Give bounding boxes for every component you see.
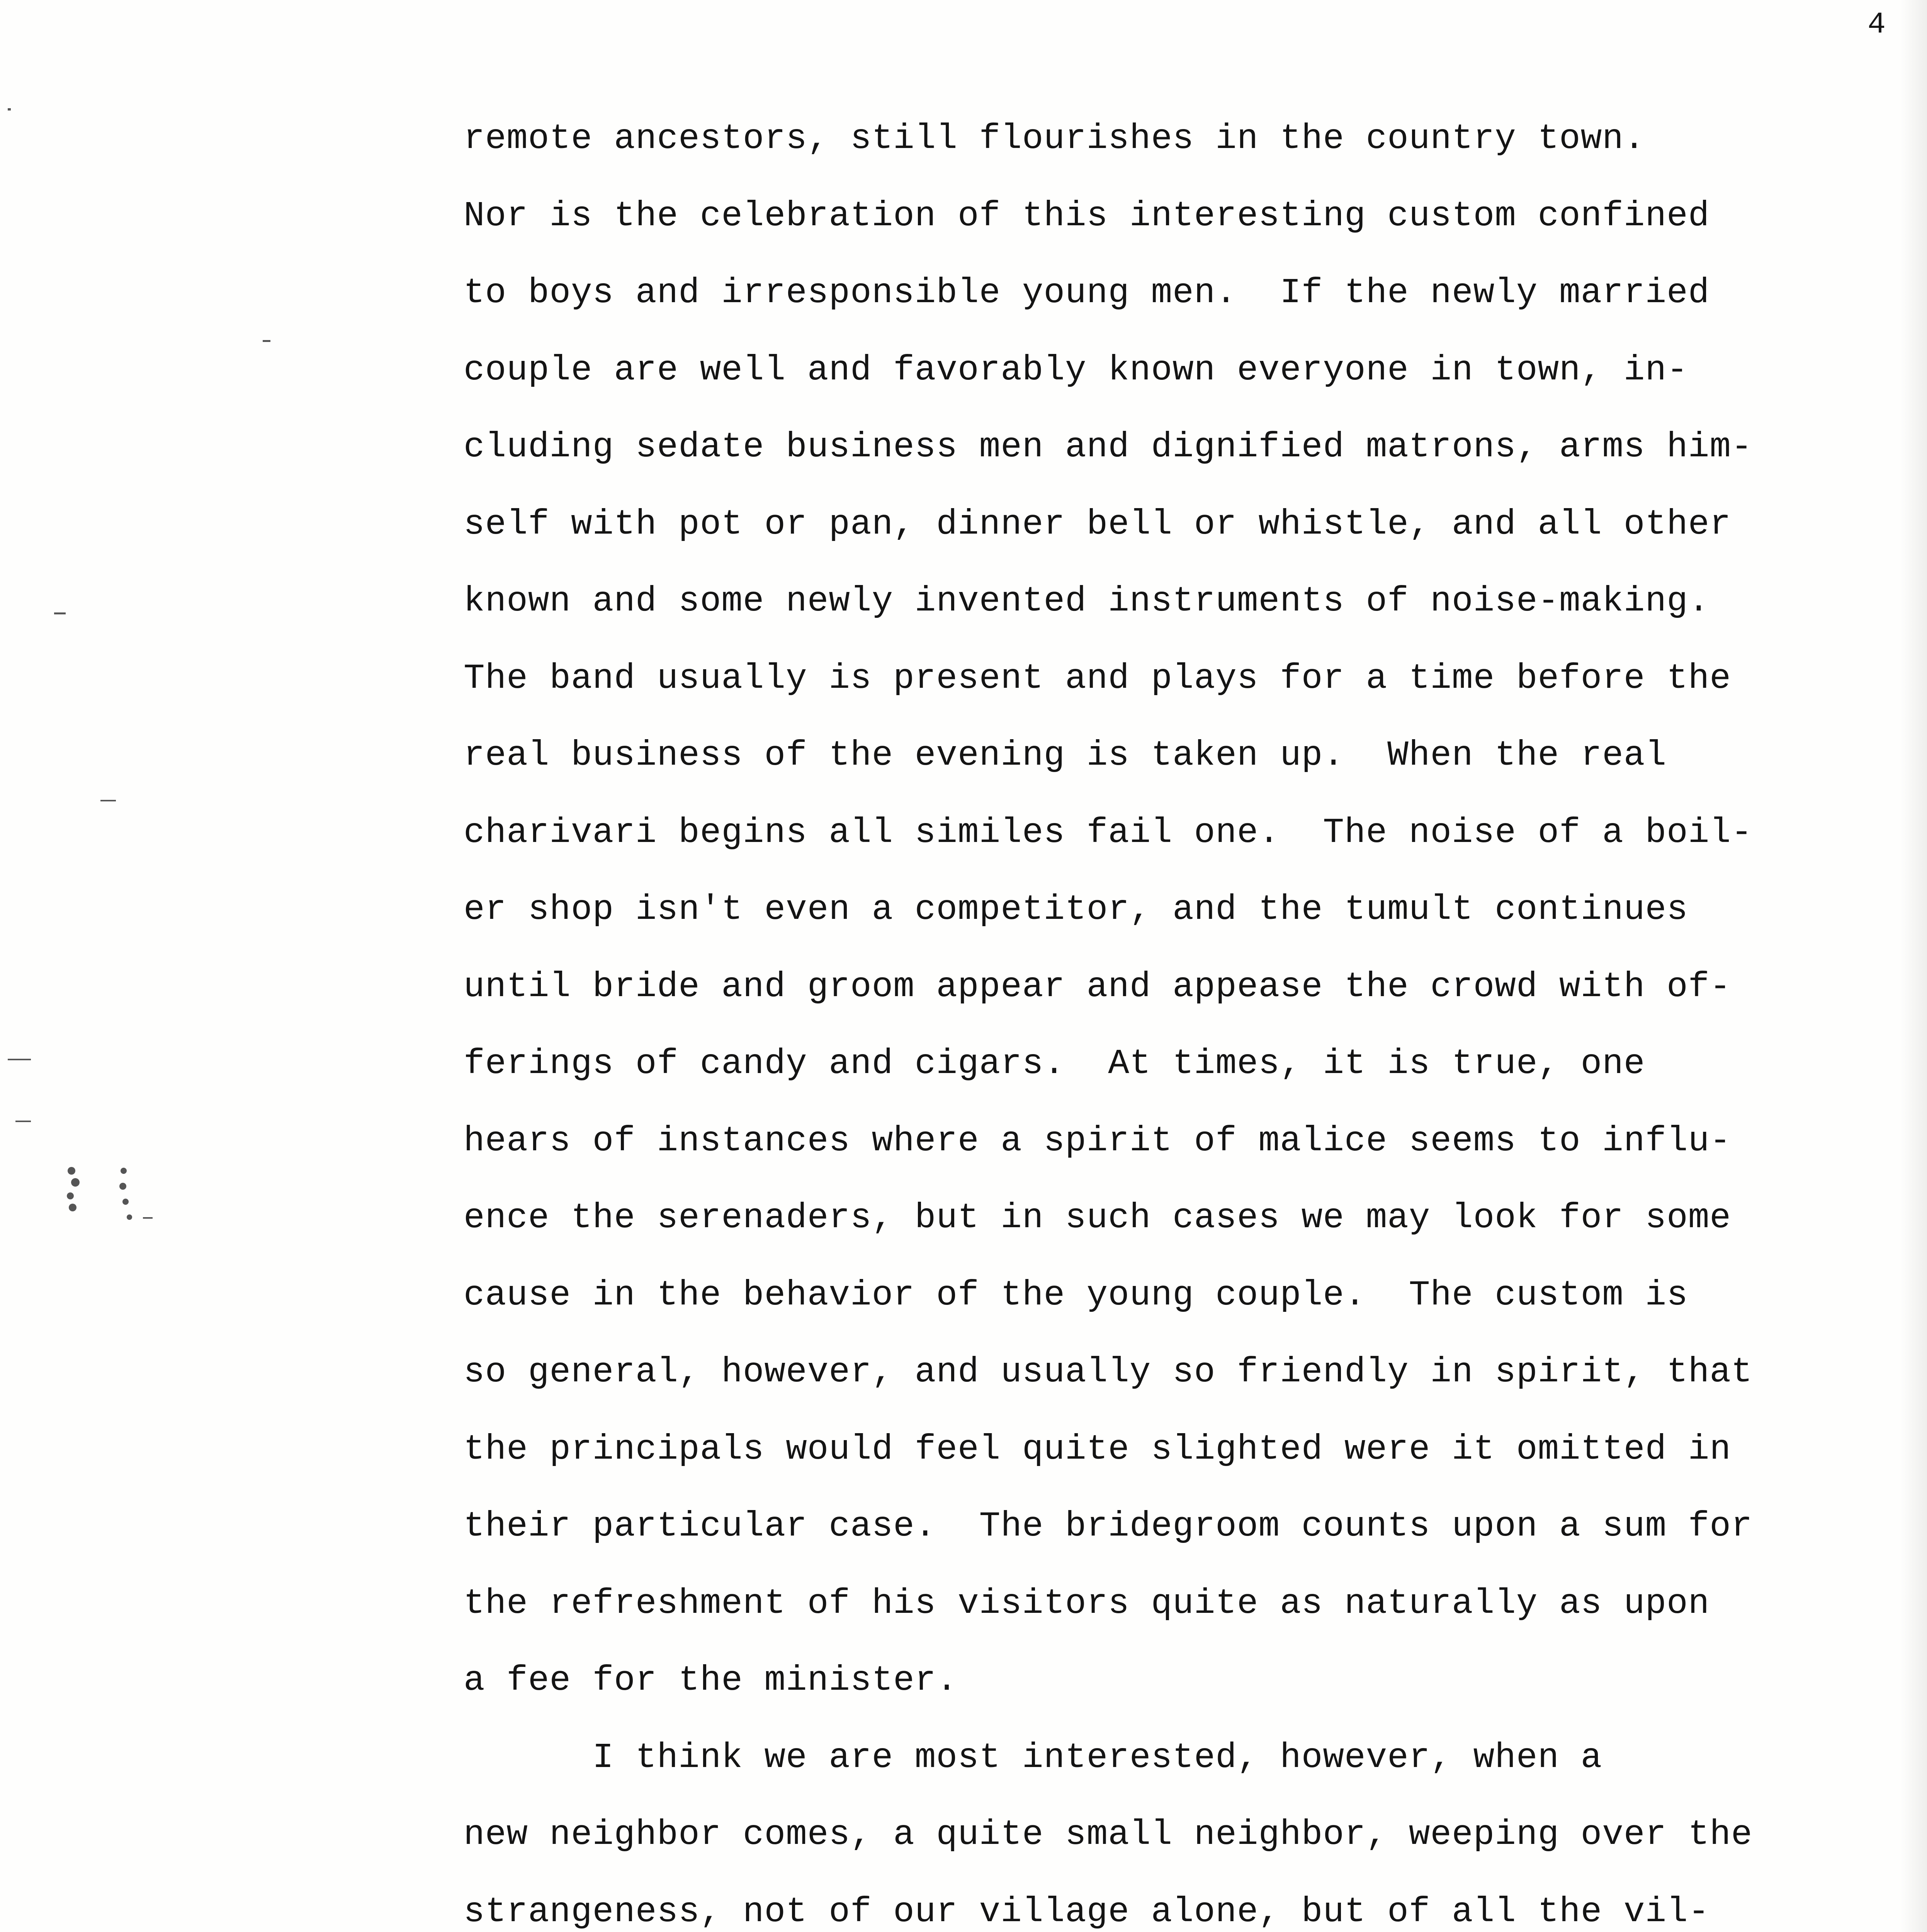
text-line: Nor is the celebration of this interesting custom confined <box>464 196 1710 236</box>
text-line: to boys and irresponsible young men. If the newly married <box>464 273 1710 313</box>
page-edge-shadow <box>1900 0 1927 1932</box>
text-line: new neighbor comes, a quite small neighbor, weeping over the <box>464 1815 1753 1855</box>
text-line: ferings of candy and cigars. At times, it is true, one <box>464 1044 1645 1084</box>
text-line: the principals would feel quite slighted were it omitted in <box>464 1429 1731 1469</box>
text-line: the refreshment of his visitors quite as naturally as upon <box>464 1583 1710 1624</box>
text-line: I think we are most interested, however, when a <box>464 1738 1602 1778</box>
text-line: strangeness, not of our village alone, but of all the vil- <box>464 1892 1710 1932</box>
text-line: known and some newly invented instruments of noise-making. <box>464 582 1710 621</box>
text-line: real business of the evening is taken up. When the real <box>464 736 1667 776</box>
text-line: er shop isn't even a competitor, and the tumult continues <box>464 890 1688 930</box>
margin-specks <box>0 0 270 1932</box>
text-line: The band usually is present and plays for a time before the <box>464 658 1731 699</box>
text-line: couple are well and favorably known everyone in town, in- <box>464 350 1688 390</box>
text-line: self with pot or pan, dinner bell or whistle, and all other <box>464 504 1731 544</box>
text-line: hears of instances where a spirit of malice seems to influ- <box>464 1121 1731 1161</box>
text-line: cluding sedate business men and dignified matrons, arms him- <box>464 427 1753 467</box>
text-line: a fee for the minister. <box>464 1661 958 1701</box>
text-line: charivari begins all similes fail one. The noise of a boil- <box>464 813 1753 853</box>
text-line: their particular case. The bridegroom counts upon a sum for <box>464 1507 1753 1546</box>
text-line: cause in the behavior of the young couple. The custom is <box>464 1275 1688 1315</box>
text-line: until bride and groom appear and appease the crowd with of- <box>464 967 1731 1007</box>
text-line: ence the serenaders, but in such cases we may look for some <box>464 1198 1731 1238</box>
text-line: remote ancestors, still flourishes in the country town. <box>464 119 1645 159</box>
page-number: 4 <box>1868 8 1886 42</box>
text-line: so general, however, and usually so friendly in spirit, that <box>464 1352 1753 1392</box>
typewritten-body <box>464 100 1893 1932</box>
